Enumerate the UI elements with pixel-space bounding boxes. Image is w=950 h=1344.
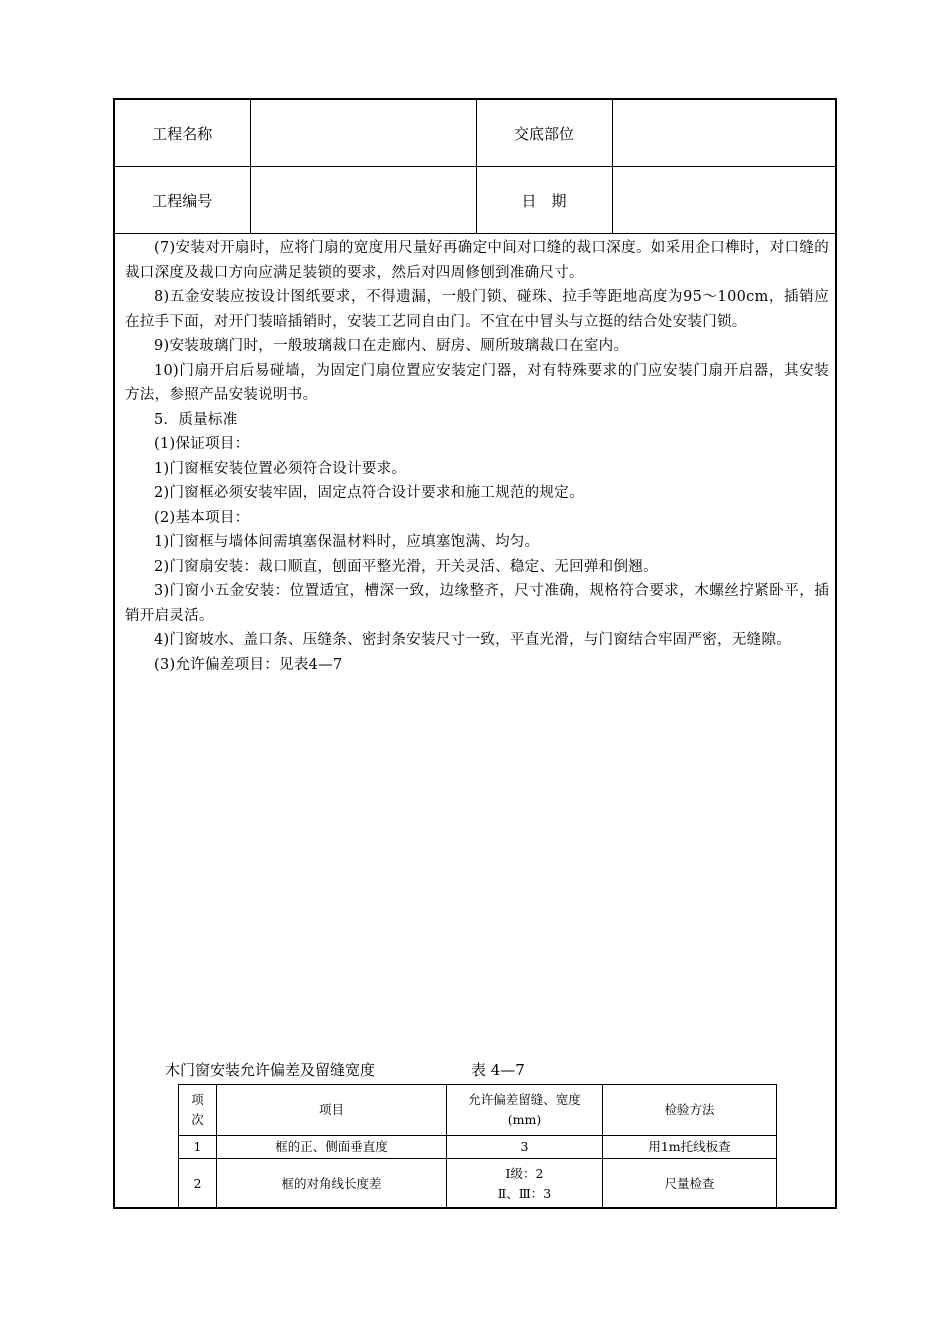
document-frame [113, 98, 837, 1209]
paragraph: 8)五金安装应按设计图纸要求，不得遗漏，一般门锁、碰珠、拉手等距地高度为95～100cm，插销应在拉手下面，对开门装暗插销时，安装工艺同自由门。不宜在中冒头与立挺的结合处安装门锁。 [125, 289, 829, 330]
table-row [179, 1136, 777, 1159]
row-tolerance [447, 1159, 603, 1210]
date-label: 日 期 [476, 167, 612, 234]
paragraph: (3)允许偏差项目：见表4—7 [154, 656, 343, 673]
paragraph: 10)门扇开启后易碰墙，为固定门扇位置应安装定门器，对有特殊要求的门应安装门扇开启器，其安装方法，参照产品安装说明书。 [125, 362, 829, 403]
location-value[interactable] [612, 100, 835, 167]
paragraph: 1)门窗框与墙体间需填塞保温材料时，应填塞饱满、均匀。 [154, 534, 540, 550]
project-name-label: 工程名称 [115, 100, 250, 167]
header-table [115, 100, 835, 234]
header-method: 检验方法 [603, 1085, 777, 1136]
table-number: 表 4—7 [471, 1061, 525, 1079]
paragraph: 3)门窗小五金安装：位置适宜，槽深一致，边缘整齐，尺寸准确，规格符合要求，木螺丝拧紧卧平，插销开启灵活。 [125, 583, 829, 624]
paragraph: 2)门窗框必须安装牢固，固定点符合设计要求和施工规范的规定。 [154, 485, 584, 501]
table-row [179, 1159, 777, 1210]
paragraph: (7)安装对开扇时，应将门扇的宽度用尺量好再确定中间对口缝的裁口深度。如采用企口榫时，对口缝的裁口深度及裁口方向应满足装锁的要求，然后对四周修刨到准确尺寸。 [125, 240, 829, 281]
row-method: 用1m托线板查 [603, 1136, 777, 1159]
header-index-line2: 次 [191, 1112, 204, 1127]
body-text [125, 236, 829, 677]
project-no-value[interactable] [250, 167, 476, 234]
row-tolerance: 3 [447, 1136, 603, 1159]
row-index: 1 [179, 1136, 217, 1159]
header-row-project-name [115, 100, 835, 167]
header-index-line1: 项 [191, 1092, 204, 1107]
header-tolerance-line1: 允许偏差留缝、宽度 [468, 1092, 581, 1107]
header-item: 项目 [217, 1085, 447, 1136]
row-item: 框的正、侧面垂直度 [217, 1136, 447, 1159]
section-heading: 5．质量标准 [154, 411, 238, 428]
row-index: 2 [179, 1159, 217, 1210]
header-tolerance-line2: (mm) [507, 1112, 542, 1127]
header-row-project-no [115, 167, 835, 234]
location-label: 交底部位 [476, 100, 612, 167]
header-index [179, 1085, 217, 1136]
table-header-row [179, 1085, 777, 1136]
tolerance-table [178, 1084, 777, 1209]
row-tolerance-line2: Ⅱ、Ⅲ：3 [497, 1186, 552, 1201]
header-tolerance [447, 1085, 603, 1136]
row-tolerance-line1: Ⅰ级：2 [505, 1166, 544, 1181]
paragraph: (2)基本项目： [154, 509, 250, 526]
project-no-label: 工程编号 [115, 167, 250, 234]
date-value[interactable] [612, 167, 835, 234]
table-title: 木门窗安装允许偏差及留缝宽度 [165, 1061, 376, 1079]
paragraph: 2)门窗扇安装：裁口顺直，刨面平整光滑，开关灵活、稳定、无回弹和倒翘。 [154, 558, 658, 575]
row-method: 尺量检查 [603, 1159, 777, 1210]
paragraph: (1)保证项目： [154, 436, 250, 452]
paragraph: 9)安装玻璃门时，一般玻璃裁口在走廊内、厨房、厕所玻璃裁口在室内。 [154, 338, 629, 354]
row-item: 框的对角线长度差 [217, 1159, 447, 1210]
paragraph: 4)门窗坡水、盖口条、压缝条、密封条安装尺寸一致，平直光滑，与门窗结合牢固严密，无缝隙。 [154, 632, 792, 648]
paragraph: 1)门窗框安装位置必须符合设计要求。 [154, 460, 407, 477]
project-name-value[interactable] [250, 100, 476, 167]
